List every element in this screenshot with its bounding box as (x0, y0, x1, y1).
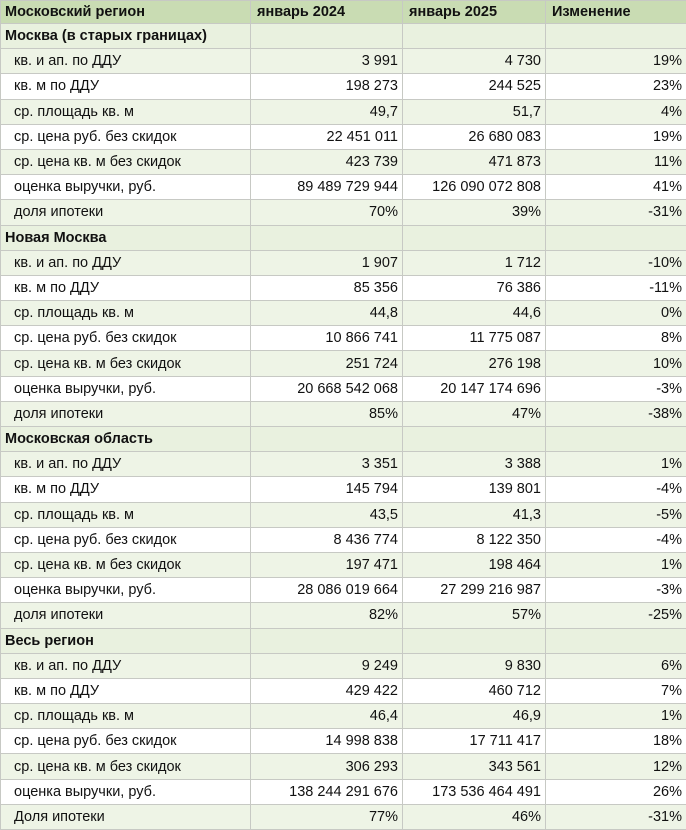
row-label: оценка выручки, руб. (1, 578, 251, 603)
value-change: -10% (546, 250, 686, 275)
value-change: 19% (546, 124, 686, 149)
value-2025: 3 388 (403, 452, 546, 477)
value-2025: 343 561 (403, 754, 546, 779)
table-row (1, 678, 686, 703)
value-2025: 17 711 417 (403, 729, 546, 754)
row-label: кв. и ап. по ДДУ (1, 452, 251, 477)
table-row (1, 326, 686, 351)
section-empty-cell (251, 225, 403, 250)
value-change: 12% (546, 754, 686, 779)
section-row (1, 628, 686, 653)
table-row (1, 477, 686, 502)
value-2024: 89 489 729 944 (251, 175, 403, 200)
value-2025: 41,3 (403, 502, 546, 527)
row-label: доля ипотеки (1, 401, 251, 426)
value-2025: 9 830 (403, 653, 546, 678)
value-change: 19% (546, 49, 686, 74)
value-2025: 471 873 (403, 149, 546, 174)
value-change: 10% (546, 351, 686, 376)
section-title: Новая Москва (1, 225, 251, 250)
value-2025: 126 090 072 808 (403, 175, 546, 200)
section-empty-cell (251, 427, 403, 452)
section-empty-cell (546, 427, 686, 452)
value-2025: 276 198 (403, 351, 546, 376)
value-change: -25% (546, 603, 686, 628)
row-label: доля ипотеки (1, 200, 251, 225)
value-2024: 70% (251, 200, 403, 225)
value-2024: 14 998 838 (251, 729, 403, 754)
value-change: 8% (546, 326, 686, 351)
value-change: 18% (546, 729, 686, 754)
table-row (1, 502, 686, 527)
value-2025: 8 122 350 (403, 527, 546, 552)
value-2024: 251 724 (251, 351, 403, 376)
row-label: доля ипотеки (1, 603, 251, 628)
value-2025: 27 299 216 987 (403, 578, 546, 603)
table-row (1, 653, 686, 678)
value-2024: 429 422 (251, 678, 403, 703)
value-change: -4% (546, 477, 686, 502)
row-label: ср. цена руб. без скидок (1, 729, 251, 754)
value-change: 4% (546, 99, 686, 124)
value-2025: 4 730 (403, 49, 546, 74)
value-2025: 244 525 (403, 74, 546, 99)
value-2025: 198 464 (403, 552, 546, 577)
table-row (1, 301, 686, 326)
section-empty-cell (251, 24, 403, 49)
value-2025: 46,9 (403, 704, 546, 729)
row-label: кв. и ап. по ДДУ (1, 49, 251, 74)
table-row (1, 351, 686, 376)
value-2024: 1 907 (251, 250, 403, 275)
table-row (1, 754, 686, 779)
row-label: ср. цена кв. м без скидок (1, 552, 251, 577)
value-change: -38% (546, 401, 686, 426)
value-change: -3% (546, 376, 686, 401)
row-label: ср. площадь кв. м (1, 704, 251, 729)
row-label: ср. цена кв. м без скидок (1, 754, 251, 779)
section-title: Московская область (1, 427, 251, 452)
section-empty-cell (403, 225, 546, 250)
value-2024: 3 991 (251, 49, 403, 74)
table-row (1, 124, 686, 149)
value-change: 1% (546, 452, 686, 477)
value-2025: 11 775 087 (403, 326, 546, 351)
row-label: кв. м по ДДУ (1, 74, 251, 99)
value-2025: 44,6 (403, 301, 546, 326)
value-change: 26% (546, 779, 686, 804)
value-2024: 77% (251, 804, 403, 829)
value-change: 41% (546, 175, 686, 200)
table-row (1, 401, 686, 426)
table-row (1, 729, 686, 754)
table-row (1, 578, 686, 603)
table-body (1, 1, 686, 830)
value-change: -3% (546, 578, 686, 603)
row-label: оценка выручки, руб. (1, 779, 251, 804)
value-2025: 46% (403, 804, 546, 829)
row-label: кв. м по ДДУ (1, 678, 251, 703)
value-change: -4% (546, 527, 686, 552)
section-row (1, 427, 686, 452)
row-label: ср. площадь кв. м (1, 301, 251, 326)
section-empty-cell (403, 427, 546, 452)
table-row (1, 74, 686, 99)
header-january-2025: январь 2025 (403, 1, 546, 24)
row-label: ср. площадь кв. м (1, 502, 251, 527)
row-label: оценка выручки, руб. (1, 175, 251, 200)
row-label: ср. цена кв. м без скидок (1, 351, 251, 376)
section-title: Москва (в старых границах) (1, 24, 251, 49)
header-region: Московский регион (1, 1, 251, 24)
section-row (1, 24, 686, 49)
row-label: ср. цена руб. без скидок (1, 326, 251, 351)
value-2025: 26 680 083 (403, 124, 546, 149)
value-2024: 44,8 (251, 301, 403, 326)
value-2024: 85% (251, 401, 403, 426)
table-row (1, 49, 686, 74)
value-2024: 49,7 (251, 99, 403, 124)
value-change: -31% (546, 804, 686, 829)
section-empty-cell (546, 24, 686, 49)
section-empty-cell (546, 628, 686, 653)
header-january-2024: январь 2024 (251, 1, 403, 24)
header-row (1, 1, 686, 24)
value-2025: 139 801 (403, 477, 546, 502)
value-2025: 173 536 464 491 (403, 779, 546, 804)
section-empty-cell (403, 24, 546, 49)
value-2024: 145 794 (251, 477, 403, 502)
row-label: кв. м по ДДУ (1, 275, 251, 300)
value-change: -5% (546, 502, 686, 527)
value-2025: 460 712 (403, 678, 546, 703)
value-2025: 51,7 (403, 99, 546, 124)
table-row (1, 99, 686, 124)
row-label: кв. м по ДДУ (1, 477, 251, 502)
value-2024: 22 451 011 (251, 124, 403, 149)
table-row (1, 275, 686, 300)
value-2024: 9 249 (251, 653, 403, 678)
row-label: ср. цена руб. без скидок (1, 527, 251, 552)
value-change: 1% (546, 704, 686, 729)
table-row (1, 200, 686, 225)
row-label: ср. цена руб. без скидок (1, 124, 251, 149)
section-row (1, 225, 686, 250)
section-empty-cell (403, 628, 546, 653)
value-2025: 20 147 174 696 (403, 376, 546, 401)
value-2024: 197 471 (251, 552, 403, 577)
value-2025: 76 386 (403, 275, 546, 300)
value-2025: 57% (403, 603, 546, 628)
value-change: 23% (546, 74, 686, 99)
section-empty-cell (251, 628, 403, 653)
value-2024: 28 086 019 664 (251, 578, 403, 603)
table-row (1, 704, 686, 729)
table-row (1, 175, 686, 200)
value-2024: 198 273 (251, 74, 403, 99)
row-label: ср. цена кв. м без скидок (1, 149, 251, 174)
header-change: Изменение (546, 1, 686, 24)
row-label: оценка выручки, руб. (1, 376, 251, 401)
row-label: кв. и ап. по ДДУ (1, 250, 251, 275)
value-2025: 39% (403, 200, 546, 225)
value-change: 11% (546, 149, 686, 174)
table-row (1, 376, 686, 401)
row-label: Доля ипотеки (1, 804, 251, 829)
value-2024: 85 356 (251, 275, 403, 300)
section-title: Весь регион (1, 628, 251, 653)
row-label: ср. площадь кв. м (1, 99, 251, 124)
table-row (1, 552, 686, 577)
value-2024: 20 668 542 068 (251, 376, 403, 401)
value-change: -11% (546, 275, 686, 300)
value-change: 0% (546, 301, 686, 326)
value-2024: 43,5 (251, 502, 403, 527)
value-2025: 1 712 (403, 250, 546, 275)
table-row (1, 250, 686, 275)
value-2024: 423 739 (251, 149, 403, 174)
value-change: -31% (546, 200, 686, 225)
value-change: 7% (546, 678, 686, 703)
table-row (1, 779, 686, 804)
value-change: 1% (546, 552, 686, 577)
value-2024: 10 866 741 (251, 326, 403, 351)
value-2024: 138 244 291 676 (251, 779, 403, 804)
table-row (1, 452, 686, 477)
value-2024: 306 293 (251, 754, 403, 779)
table-row (1, 149, 686, 174)
value-2024: 82% (251, 603, 403, 628)
section-empty-cell (546, 225, 686, 250)
value-2024: 8 436 774 (251, 527, 403, 552)
table-row (1, 804, 686, 829)
value-2025: 47% (403, 401, 546, 426)
value-change: 6% (546, 653, 686, 678)
row-label: кв. и ап. по ДДУ (1, 653, 251, 678)
table-row (1, 527, 686, 552)
value-2024: 46,4 (251, 704, 403, 729)
value-2024: 3 351 (251, 452, 403, 477)
table-row (1, 603, 686, 628)
